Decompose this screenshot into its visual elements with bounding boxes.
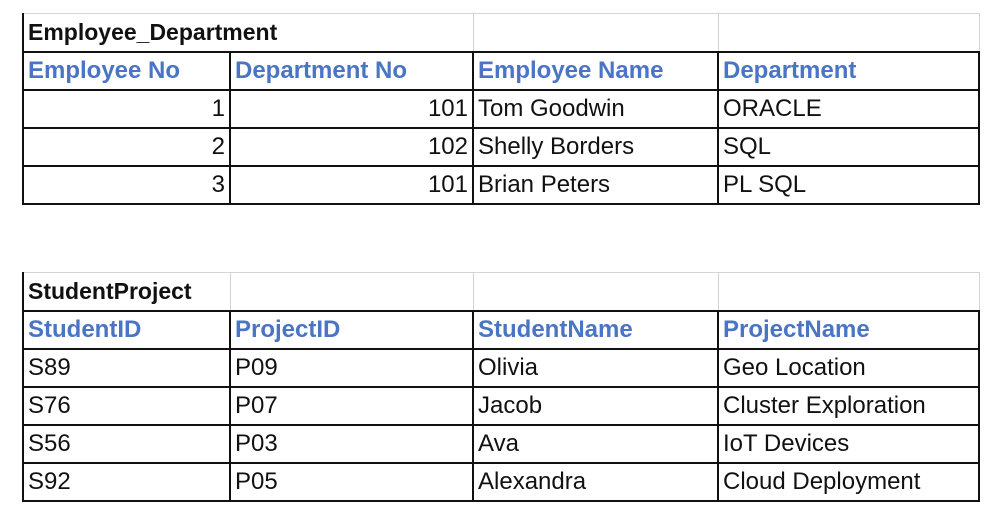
column-header: Employee Name: [473, 52, 718, 90]
project-id-cell: P07: [230, 387, 473, 425]
column-header: StudentID: [23, 311, 230, 349]
department-cell: ORACLE: [718, 90, 979, 128]
table-row: [23, 128, 979, 166]
empty-cell: [230, 273, 473, 311]
project-id-cell: P05: [230, 463, 473, 501]
table-title: StudentProject: [23, 273, 230, 311]
empty-cell: [718, 14, 979, 52]
project-name-cell: Cloud Deployment: [718, 463, 979, 501]
student-id-cell: S92: [23, 463, 230, 501]
student-id-cell: S56: [23, 425, 230, 463]
student-id-cell: S89: [23, 349, 230, 387]
empty-cell: [473, 273, 718, 311]
department-no-cell: 101: [230, 166, 473, 204]
project-id-cell: P09: [230, 349, 473, 387]
employee-name-cell: Shelly Borders: [473, 128, 718, 166]
table-row: [23, 463, 979, 501]
column-header: Employee No: [23, 52, 230, 90]
column-header: ProjectID: [230, 311, 473, 349]
column-header: ProjectName: [718, 311, 979, 349]
department-no-cell: 102: [230, 128, 473, 166]
student-id-cell: S76: [23, 387, 230, 425]
table-row: [23, 349, 979, 387]
student-name-cell: Ava: [473, 425, 718, 463]
table-row: [23, 425, 979, 463]
employee-name-cell: Tom Goodwin: [473, 90, 718, 128]
department-no-cell: 101: [230, 90, 473, 128]
column-header: StudentName: [473, 311, 718, 349]
project-id-cell: P03: [230, 425, 473, 463]
department-cell: PL SQL: [718, 166, 979, 204]
student-name-cell: Olivia: [473, 349, 718, 387]
project-name-cell: IoT Devices: [718, 425, 979, 463]
department-cell: SQL: [718, 128, 979, 166]
employee-no-cell: 2: [23, 128, 230, 166]
table-title-row: [23, 273, 979, 311]
empty-cell: [718, 273, 979, 311]
employee-name-cell: Brian Peters: [473, 166, 718, 204]
table-title-row: [23, 14, 979, 52]
project-name-cell: Geo Location: [718, 349, 979, 387]
table-row: [23, 166, 979, 204]
table-title: Employee_Department: [23, 14, 473, 52]
table-row: [23, 90, 979, 128]
column-header: Department: [718, 52, 979, 90]
student-project-table: [22, 272, 980, 502]
employee-no-cell: 1: [23, 90, 230, 128]
employee-department-table: [22, 13, 980, 205]
project-name-cell: Cluster Exploration: [718, 387, 979, 425]
student-name-cell: Jacob: [473, 387, 718, 425]
table-row: [23, 387, 979, 425]
student-name-cell: Alexandra: [473, 463, 718, 501]
empty-cell: [473, 14, 718, 52]
table-header-row: [23, 311, 979, 349]
table-header-row: [23, 52, 979, 90]
column-header: Department No: [230, 52, 473, 90]
employee-no-cell: 3: [23, 166, 230, 204]
